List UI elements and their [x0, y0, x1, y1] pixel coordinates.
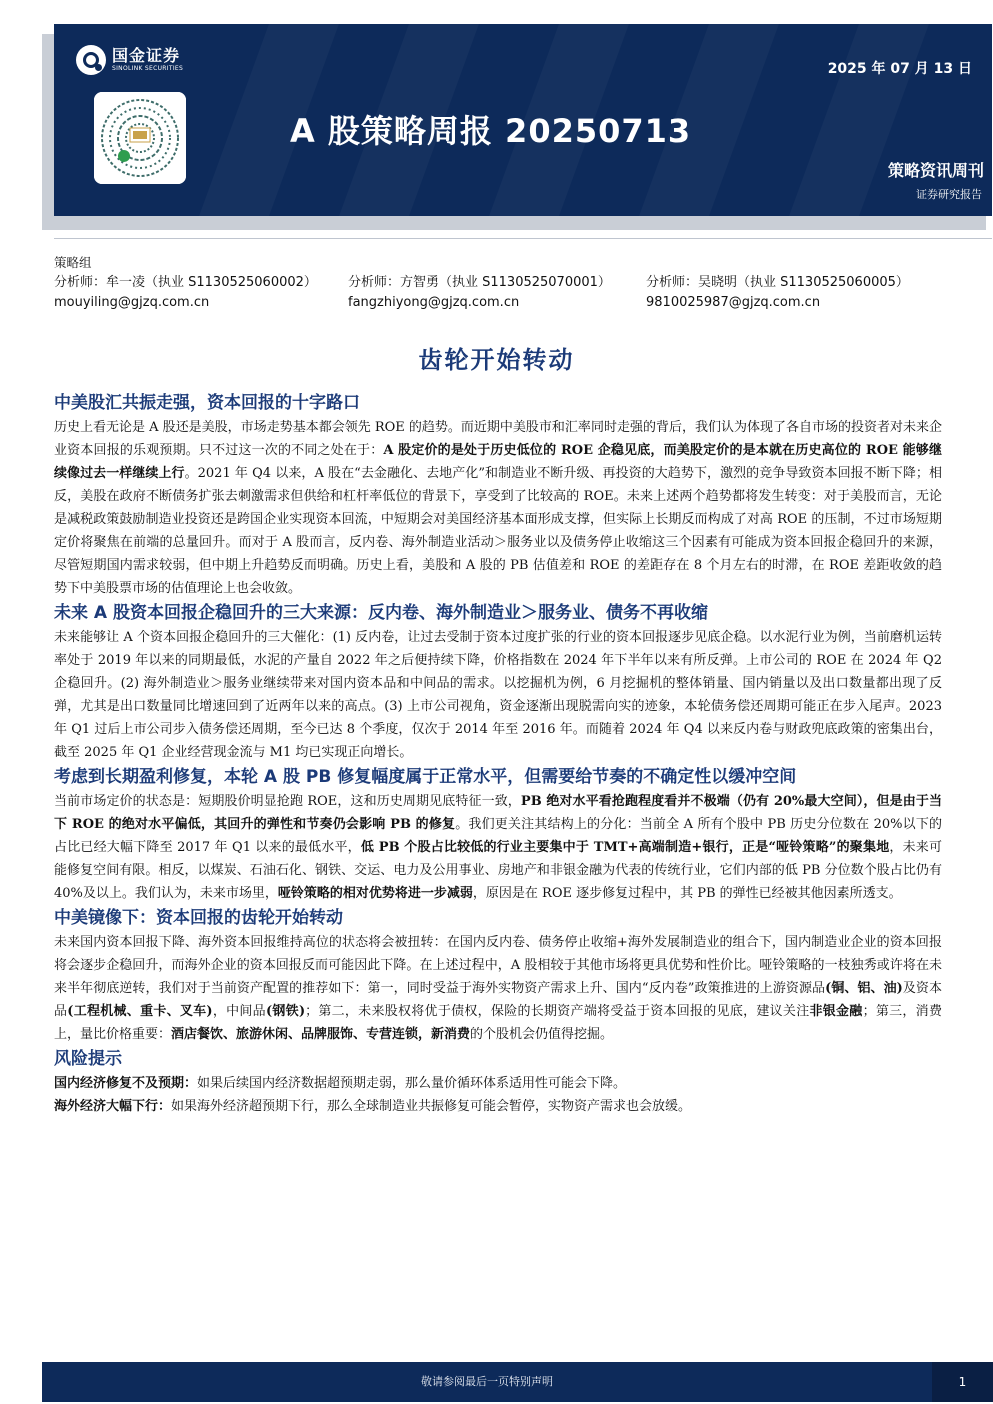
risk-text: 如果后续国内经济数据超预期走弱，那么量价循环体系适用性可能会下降。: [197, 1076, 627, 1091]
company-logo: [76, 42, 183, 78]
report-subtype: 证券研究报告: [916, 188, 982, 201]
text-run: 未来国内资本回报下降、海外资本回报维持高位的状态将会被扭转：在国内反内卷、债务停止收缩+海外发展制造业的组合下，国内制造业企业的资本回报将会逐步企稳回升，而海外企业的资本回报反而可能因此下降。在上述过程中，A 股相较于其他市场将更具优势和性价比。哑铃策略的一枝独秀或许将在未来半年彻底逆转，我们对于当前资产配置的推荐如下：第一，同时受益于海外实物资产需求上升、国内“反内卷”政策推进的上游资源品: [54, 935, 942, 996]
section-heading: 中美镜像下：资本回报的齿轮开始转动: [54, 908, 343, 928]
analyst-name: 分析师：吴晓明（执业 S1130525060005）: [646, 275, 909, 290]
text-run: ，原因是在 ROE 逐步修复过程中，其 PB 的弹性已经被其他因素所透支。: [472, 886, 902, 901]
qr-code-graphic: [94, 92, 186, 184]
footer-disclaimer: 敬请参阅最后一页特别声明: [42, 1362, 932, 1402]
risk-item: [54, 1072, 942, 1095]
analyst-names-row: [54, 273, 954, 293]
bold-text-run: 低 PB 个股占比较低的行业主要集中于 TMT+高端制造+银行，正是“哑铃策略”的聚集地: [360, 840, 890, 855]
section-paragraph: [54, 626, 942, 764]
risk-label: 海外经济大幅下行：: [54, 1099, 172, 1114]
analyst-emails-row: [54, 293, 954, 313]
text-run: 。2021 年 Q4 以来，A 股在“去金融化、去地产化”和制造业不断升级、再投资的大趋势下，激烈的竞争导致资本回报不断下降；相反，美股在政府不断债务扩张去刺激需求但供给和杠杆率低位的背景下，享受到了比较高的 ROE。未来上述两个趋势都将发生转变：对于美股而言，无论是减税政策鼓励制造业投资还是跨国企业实现资本回流，中短期会对美国经济基本面形成支撑，但实际上长期反而构成了对高 ROE 的压制，不过市场短期定价将聚焦在前端的总量回升。而对于 A 股而言，反内卷、海外制造业活动＞服务业以及债务停止收缩这三个因素有可能成为资本回报企稳回升的来源，尽管短期国内需求较弱，但中期上升趋势反而明确。历史上看，美股和 A 股的 PB 估值差和 ROE 的差距存在 8 个月左右的时滞，在 ROE 差距收敛的趋势下中美股票市场的估值理论上也会收敛。: [54, 466, 942, 596]
text-run: ，中间品: [212, 1004, 266, 1019]
analyst-name: 分析师：牟一凌（执业 S1130525060002）: [54, 275, 317, 290]
risk-label: 国内经济修复不及预期：: [54, 1076, 198, 1091]
section-paragraph: [54, 790, 942, 905]
section-paragraph: [54, 416, 942, 600]
bold-text-run: (钢铁): [265, 1004, 306, 1019]
analyst-name: 分析师：方智勇（执业 S1130525070001）: [348, 275, 611, 290]
report-header-banner: [54, 24, 992, 216]
header-divider: [54, 238, 992, 239]
team-label: 策略组: [54, 255, 92, 270]
text-run: 。我们更关注其结构上的分化：当前全 A 所有个股中 PB 历史分位数在 20%以下的占比已经大幅下降至 2017 年 Q1 以来的最低水平，: [54, 817, 943, 855]
bold-text-run: (铜、铝、油): [825, 981, 903, 996]
banner-stripe: [789, 24, 929, 216]
text-run: ，未来可能修复空间有限。相反，以煤炭、石油石化、钢铁、交运、电力及公用事业、房地产和非银金融为代表的传统行业，它们内部的低 PB 分位数个股占比仍有 40%及以上。我们认为，未来市场里，: [54, 840, 942, 901]
section-heading: 中美股汇共振走强，资本回报的十字路口: [54, 393, 360, 413]
risk-item: [54, 1095, 942, 1118]
qr-code-icon: [94, 92, 186, 184]
risk-text: 如果海外经济超预期下行，那么全球制造业共振修复可能会暂停，实物资产需求也会放缓。: [171, 1099, 692, 1114]
bold-text-run: 酒店餐饮、旅游休闲、品牌服饰、专营连锁，新消费: [171, 1027, 471, 1042]
bold-text-run: (工程机械、重卡、叉车): [67, 1004, 213, 1019]
report-date: 2025 年 07 月 13 日: [827, 61, 972, 77]
text-run: 及资本品: [54, 981, 942, 1019]
text-run: 当前市场定价的状态是：短期股价明显抢跑 ROE，这和历史周期见底特征一致，: [54, 794, 521, 809]
section-paragraph: [54, 931, 942, 1046]
analyst-email[interactable]: 9810025987@gjzq.com.cn: [646, 295, 821, 310]
logo-mark-icon: [76, 45, 106, 75]
analyst-block: [54, 253, 954, 313]
text-run: ；第三，消费上，量比价格重要：: [54, 1004, 942, 1042]
risk-heading: 风险提示: [54, 1049, 122, 1069]
report-title: A 股策略周报 20250713: [290, 112, 692, 150]
logo-cn-text: 国金证券: [112, 46, 181, 65]
main-title: 齿轮开始转动: [418, 346, 575, 374]
text-run: 的个股机会仍值得挖掘。: [470, 1027, 614, 1042]
report-body: [54, 390, 942, 1118]
text-run: 未来能够让 A 个资本回报企稳回升的三大催化：(1) 反内卷，让过去受制于资本过度扩张的行业的资本回报逐步见底企稳。以水泥行业为例，当前磨机运转率处于 2019 年以来的同期最低，水泥的产量自 2022 年之后便持续下降，价格指数在 2024 年下半年以来有所反弹。上市公司的 ROE 在 2024 年 Q2 企稳回升。(2) 海外制造业＞服务业继续带来对国内资本品和中间品的需求。以挖掘机为例，6 月挖掘机的整体销量、国内销量以及出口数量都出现了反弹，尤其是出口数量同比增速回到了近两年以来的高点。(3) 上市公司视角，资金逐渐出现脱需向实的迹象，本轮债务偿还周期可能正在步入尾声。2023 年 Q1 过后上市公司步入债务偿还周期，至今已达 8 个季度，仅次于 2014 年至 2016 年。而随着 2024 年 Q4 以来反内卷与财政兜底政策的密集出台，截至 2025 年 Q1 企业经营现金流与 M1 均已实现正向增长。: [54, 630, 942, 760]
bold-text-run: 哑铃策略的相对优势将进一步减弱: [277, 886, 473, 901]
bold-text-run: A 股定价的是处于历史低位的 ROE 企稳见底，而美股定价的是本就在历史高位的 ROE 能够继续像过去一样继续上行: [54, 443, 942, 481]
analyst-email[interactable]: fangzhiyong@gjzq.com.cn: [348, 295, 520, 310]
text-run: 历史上看无论是 A 股还是美股，市场走势基本都会领先 ROE 的趋势。而近期中美股市和汇率同时走强的背后，我们认为体现了各自市场的投资者对未来企业资本回报的乐观预期。只不过这一次的不同之处在于：: [54, 420, 942, 458]
logo-en-text: SINOLINK SECURITIES: [112, 65, 184, 72]
text-run: ；第二，未来股权将优于债权，保险的长期资产端将受益于资本回报的见底，建议关注: [305, 1004, 810, 1019]
analyst-email[interactable]: mouyiling@gjzq.com.cn: [54, 295, 210, 310]
bold-text-run: PB 绝对水平看抢跑程度看并不极端（仍有 20%最大空间），但是由于当下 ROE 的绝对水平偏低，其回升的弹性和节奏仍会影响 PB 的修复: [54, 794, 942, 832]
bold-text-run: 非银金融: [809, 1004, 863, 1019]
section-heading: 未来 A 股资本回报企稳回升的三大来源：反内卷、海外制造业＞服务业、债务不再收缩: [54, 603, 708, 623]
report-type: 策略资讯周刊: [887, 161, 984, 180]
page-number: 1: [932, 1362, 993, 1402]
section-heading: 考虑到长期盈利修复，本轮 A 股 PB 修复幅度属于正常水平，但需要给节奏的不确定性以缓冲空间: [54, 767, 797, 787]
